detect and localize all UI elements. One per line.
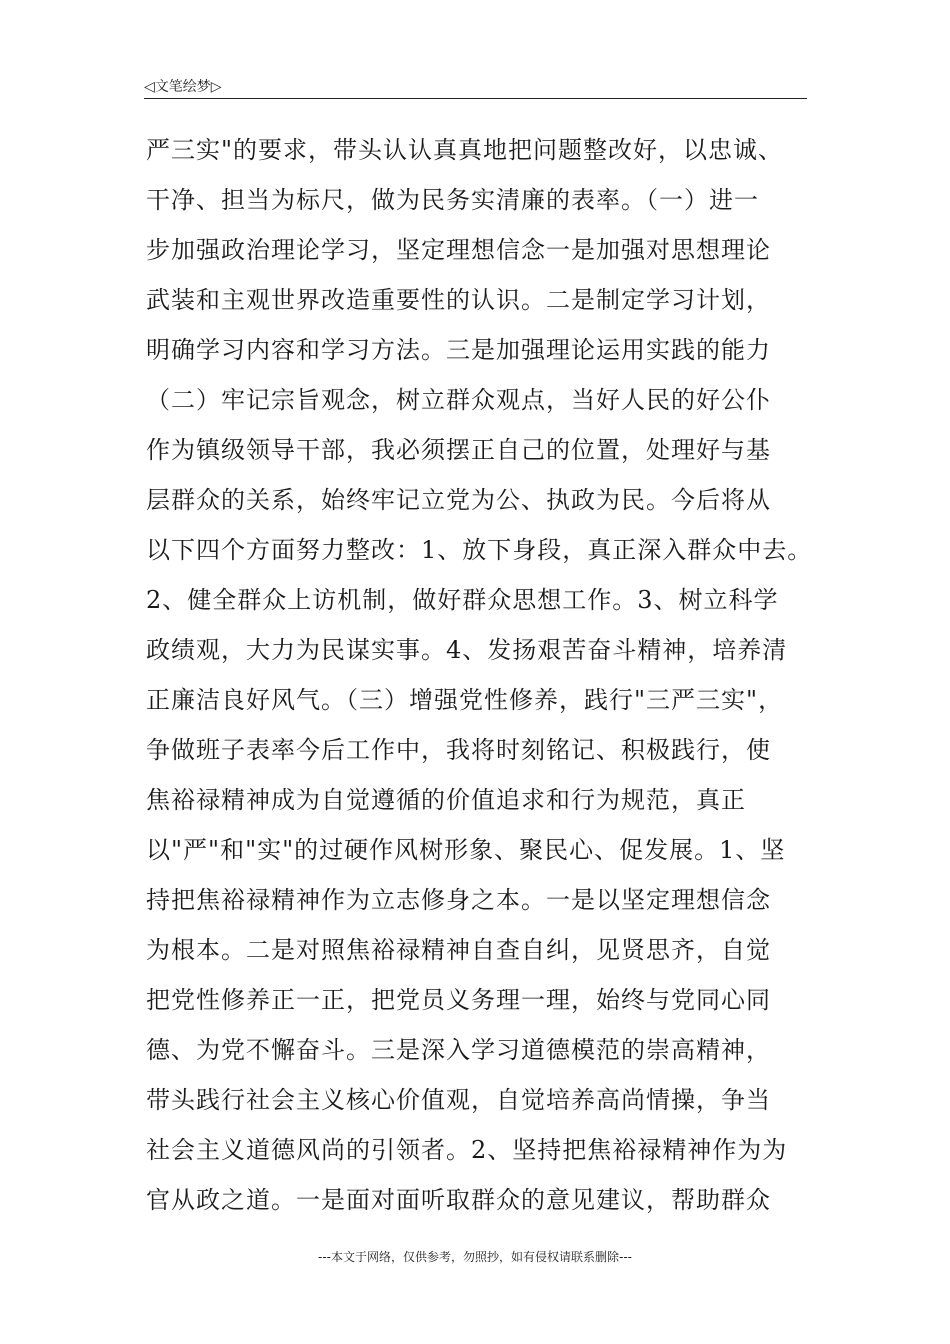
text-line: （二）牢记宗旨观念，树立群众观点，当好人民的好公仆	[146, 386, 771, 414]
text-line: 以"严"和"实"的过硬作风树形象、聚民心、促发展。1、坚	[146, 836, 786, 864]
text-line: 2、健全群众上访机制，做好群众思想工作。3、树立科学	[146, 586, 779, 614]
text-line: 带头践行社会主义核心价值观，自觉培养高尚情操，争当	[146, 1086, 771, 1114]
text-line: 为根本。二是对照焦裕禄精神自查自纠，见贤思齐，自觉	[146, 936, 771, 964]
text-line: 把党性修养正一正，把党员义务理一理，始终与党同心同	[146, 986, 771, 1014]
text-line: 持把焦裕禄精神作为立志修身之本。一是以坚定理想信念	[146, 886, 771, 914]
page-header	[144, 74, 807, 99]
text-line: 焦裕禄精神成为自觉遵循的价值追求和行为规范，真正	[146, 786, 746, 814]
text-line: 干净、担当为标尺，做为民务实清廉的表率。（一）进一	[146, 186, 759, 214]
text-line: 步加强政治理论学习，坚定理想信念一是加强对思想理论	[146, 236, 771, 264]
text-line: 政绩观，大力为民谋实事。4、发扬艰苦奋斗精神，培养清	[146, 636, 788, 664]
text-line: 德、为党不懈奋斗。三是深入学习道德模范的崇高精神，	[146, 1036, 771, 1064]
text-line: 明确学习内容和学习方法。三是加强理论运用实践的能力	[146, 336, 771, 364]
text-line: 官从政之道。一是面对面听取群众的意见建议，帮助群众	[146, 1186, 771, 1214]
text-line: 争做班子表率今后工作中，我将时刻铭记、积极践行，使	[146, 736, 771, 764]
text-line: 以下四个方面努力整改：1、放下身段，真正深入群众中去。	[146, 536, 813, 564]
text-line: 作为镇级领导干部，我必须摆正自己的位置，处理好与基	[146, 436, 771, 464]
text-line: 正廉洁良好风气。（三）增强党性修养，践行"三严三实"，	[146, 686, 784, 714]
text-line: 层群众的关系，始终牢记立党为公、执政为民。今后将从	[146, 486, 771, 514]
text-line: 社会主义道德风尚的引领者。2、坚持把焦裕禄精神作为为	[146, 1136, 788, 1164]
page-footer: ---本文于网络，仅供参考，勿照抄，如有侵权请联系删除---	[318, 1250, 632, 1264]
document-body	[146, 125, 826, 1225]
text-line: 严三实"的要求，带头认认真真地把问题整改好，以忠诚、	[146, 136, 784, 164]
header-title: ◁文笔绘梦▷	[144, 79, 222, 95]
text-line: 武装和主观世界改造重要性的认识。二是制定学习计划，	[146, 286, 771, 314]
